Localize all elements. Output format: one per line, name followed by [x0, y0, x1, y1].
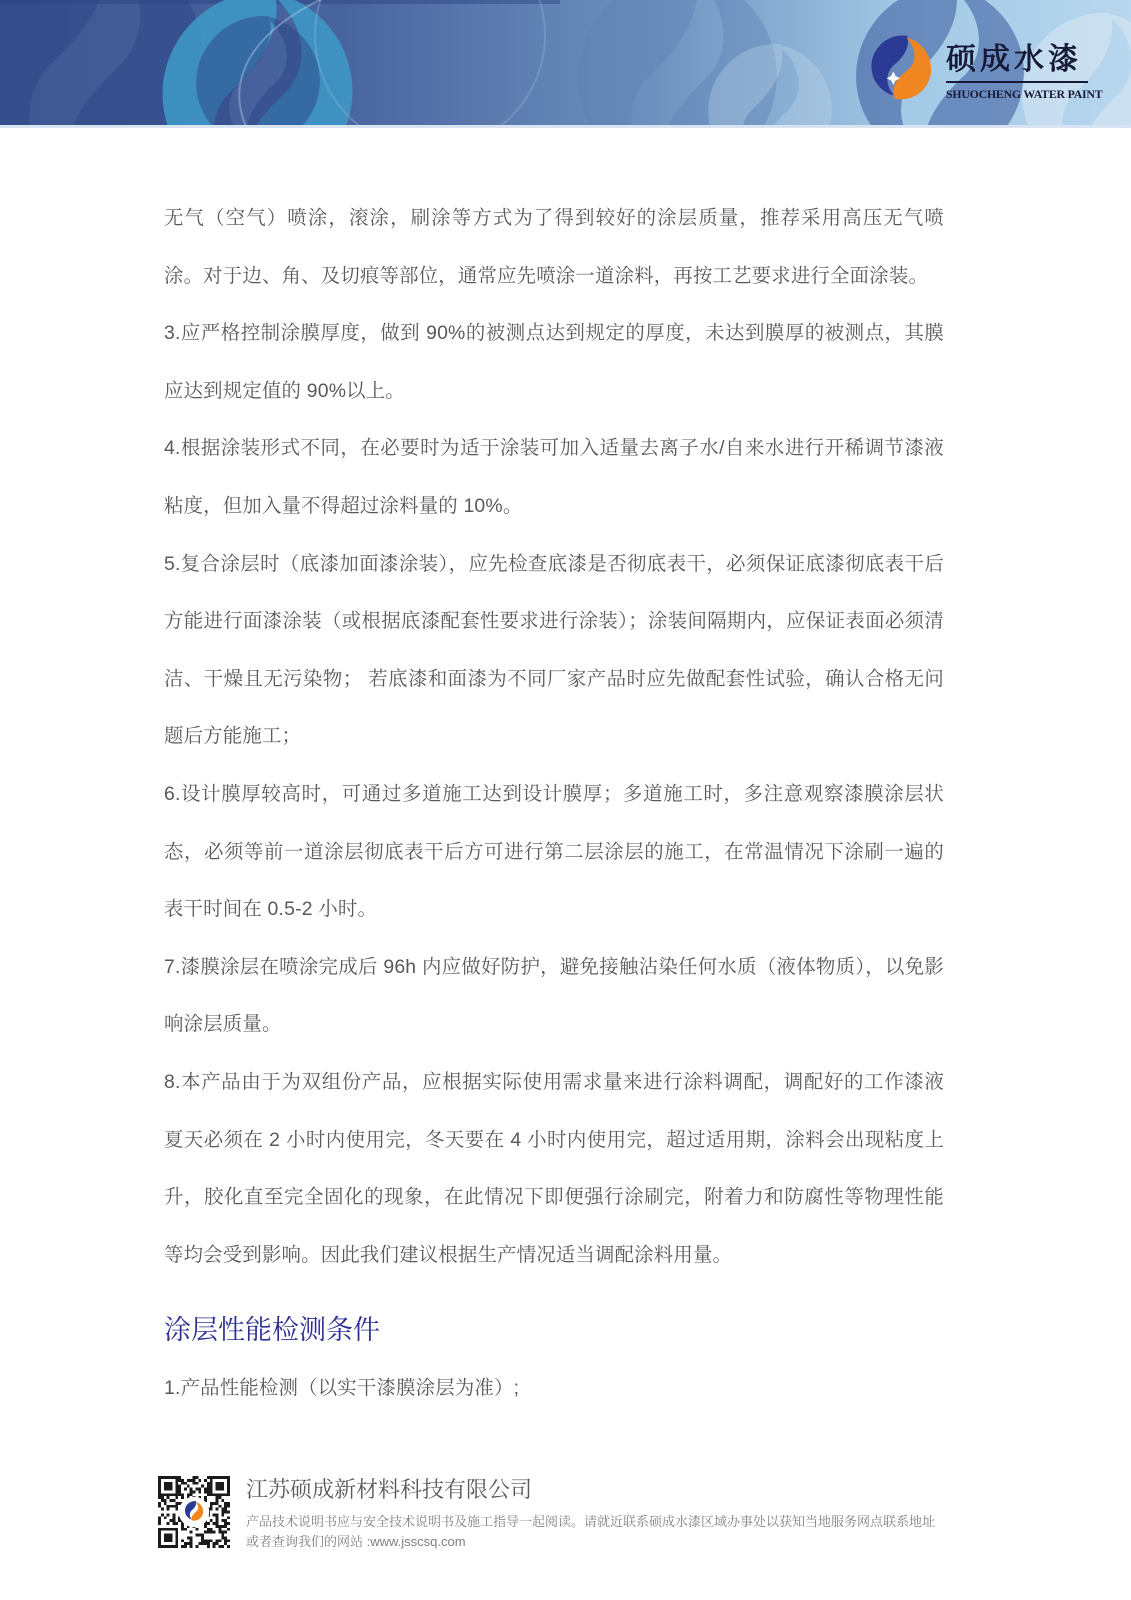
paragraph: 无气（空气）喷涂，滚涂，刷涂等方式为了得到较好的涂层质量，推荐采用高压无气喷涂。对于边、角、及切痕等部位，通常应先喷涂一道涂料，再按工艺要求进行全面涂装。 — [164, 207, 944, 287]
section-heading: 涂层性能检测条件 — [164, 1315, 380, 1346]
document-body — [164, 128, 944, 1418]
paragraph: 7.漆膜涂层在喷涂完成后 96h 内应做好防护，避免接触沾染任何水质（液体物质），以免影响涂层质量。 — [164, 955, 944, 1036]
logo-subtitle: SHUOCHENG WATER PAINT — [946, 87, 1103, 101]
footer — [158, 1476, 988, 1552]
footer-note-line1: 产品技术说明书应与安全技术说明书及施工指导一起阅读。请就近联系硕成水漆区域办事处以获知当地服务网点联系地址 — [246, 1513, 936, 1529]
qr-code — [158, 1476, 230, 1548]
paragraph: 3.应严格控制涂膜厚度，做到 90%的被测点达到规定的厚度，未达到膜厚的被测点，其膜应达到规定值的 90%以上。 — [164, 322, 944, 402]
footer-company-name: 江苏硕成新材料科技有限公司 — [246, 1476, 533, 1502]
header-banner — [0, 0, 1131, 128]
logo-title: 硕成水漆 — [946, 42, 1082, 77]
logo-emblem-icon — [869, 33, 933, 105]
paragraph: 6.设计膜厚较高时，可通过多道施工达到设计膜厚；多道施工时，多注意观察漆膜涂层状态，必须等前一道涂层彻底表干后方可进行第二层涂层的施工，在常温情况下涂刷一遍的表干时间在 0.5-2 小时。 — [164, 782, 944, 921]
paragraph: 8.本产品由于为双组份产品，应根据实际使用需求量来进行涂料调配，调配好的工作漆液夏天必须在 2 小时内使用完，冬天要在 4 小时内使用完，超过适用期，涂料会出现粘度上升，胶化直至完全固化的现象，在此情况下即便强行涂刷完，附着力和防腐性等物理性能等均会受到影响。因此我们建议根据生产情况适当调配涂料用量。 — [164, 1070, 944, 1266]
paragraph: 5.复合涂层时（底漆加面漆涂装），应先检查底漆是否彻底表干，必须保证底漆彻底表干后方能进行面漆涂装（或根据底漆配套性要求进行涂装）；涂装间隔期内，应保证表面必须清洁、干燥且无污染物； 若底漆和面漆为不同厂家产品时应先做配套性试验，确认合格无问题后方能施工； — [164, 552, 944, 748]
paragraph: 4.根据涂装形式不同，在必要时为适于涂装可加入适量去离子水/自来水进行开稀调节漆液粘度，但加入量不得超过涂料量的 10%。 — [164, 437, 944, 517]
paragraph: 1.产品性能检测（以实干漆膜涂层为准）; — [164, 1377, 520, 1400]
logo-underline — [946, 81, 1088, 83]
footer-note-line2: 或者查询我们的网站 :www.jsscsq.com — [246, 1533, 466, 1549]
footer-note — [246, 1512, 976, 1552]
